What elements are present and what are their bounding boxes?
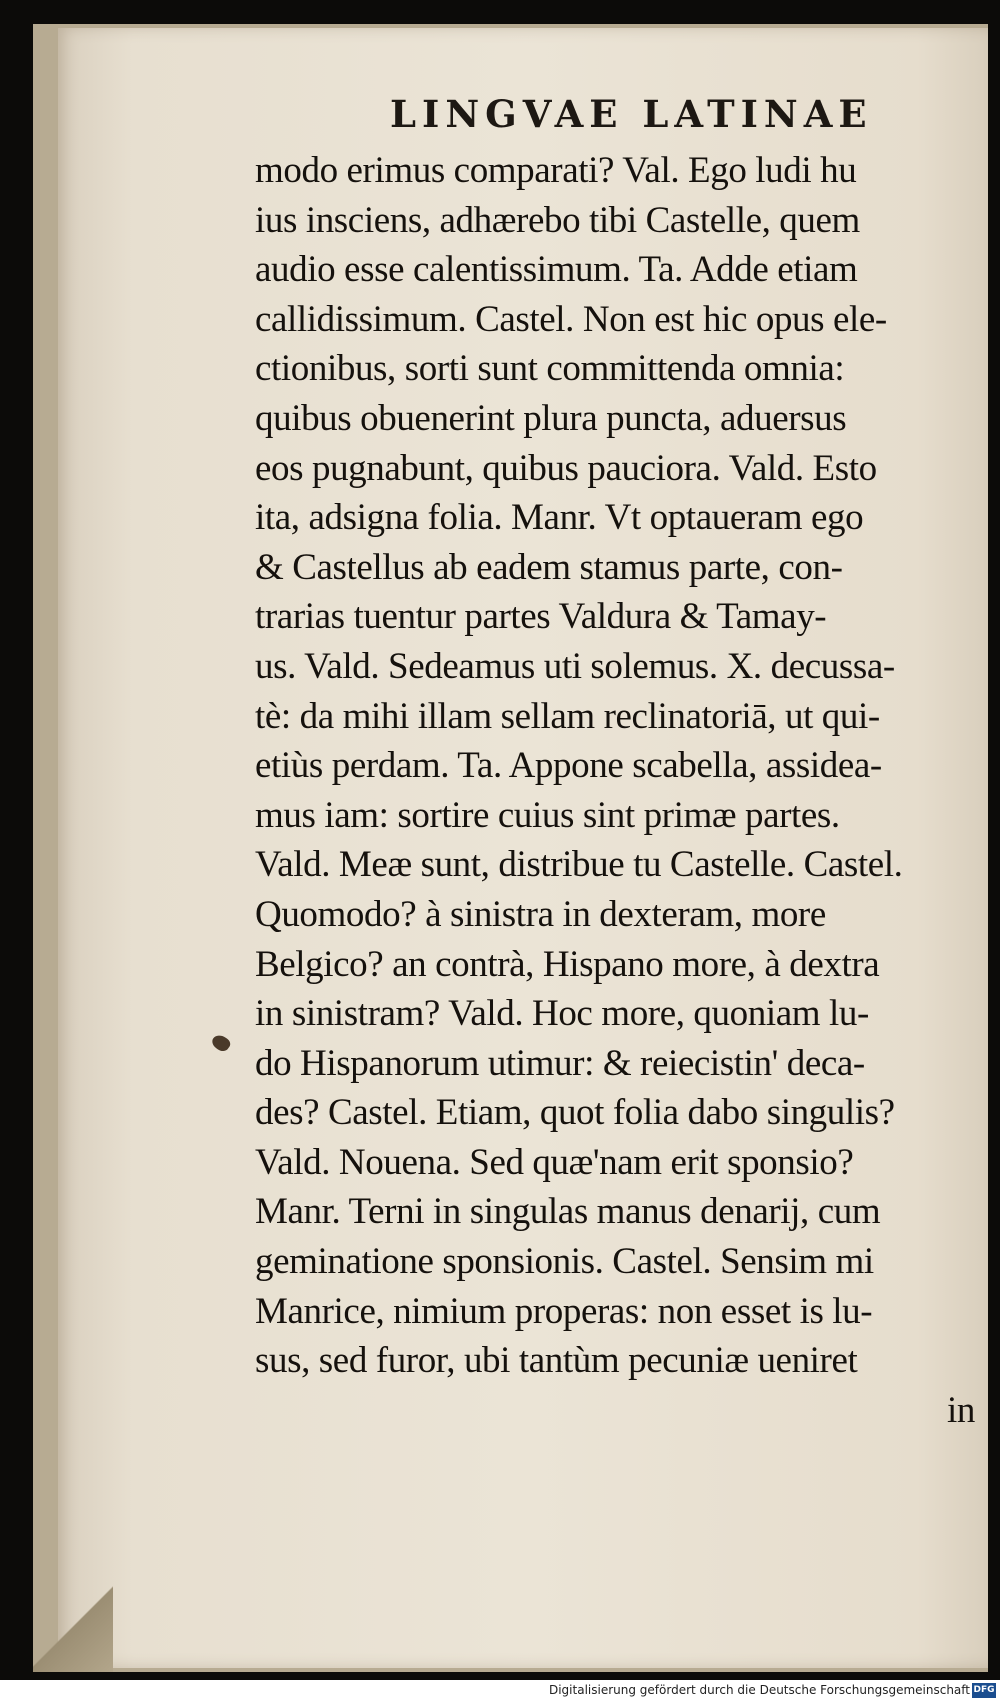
text-line: callidissimum. Castel. Non est hic opus ele- [255, 298, 887, 340]
text-line: ita, adsigna folia. Manr. Vt optaueram ego [255, 497, 864, 539]
text-line: Manr. Terni in singulas manus denarij, cum [255, 1191, 881, 1233]
text-line: geminatione sponsionis. Castel. Sensim mi [255, 1241, 874, 1283]
text-line: ctionibus, sorti sunt committenda omnia: [255, 348, 845, 390]
text-line: us. Vald. Sedeamus uti solemus. X. decussa- [255, 645, 895, 687]
text-line: & Castellus ab eadem stamus parte, con- [255, 546, 843, 588]
right-margin-shadow [988, 0, 1000, 1680]
text-line: des? Castel. Etiam, quot folia dabo singulis? [255, 1092, 895, 1134]
text-line: Vald. Meæ sunt, distribue tu Castelle. Castel. [255, 844, 903, 886]
worn-corner [33, 1560, 113, 1672]
footer-credit: Digitalisierung gefördert durch die Deutsche Forschungsgemeinschaft [548, 1683, 970, 1697]
text-line: in sinistram? Vald. Hoc more, quoniam lu- [255, 993, 869, 1035]
text-line: modo erimus comparati? Val. Ego ludi hu [255, 150, 857, 191]
text-line: trarias tuentur partes Valdura & Tamay- [255, 596, 827, 638]
text-line: Vald. Nouena. Sed quæ'nam erit sponsio? [255, 1141, 854, 1183]
text-line: etiùs perdam. Ta. Appone scabella, assidea- [255, 745, 882, 787]
text-block [255, 146, 975, 1435]
dfg-logo: DFG [972, 1683, 996, 1698]
text-line: quibus obuenerint plura puncta, aduersus [255, 397, 847, 439]
text-line: tè: da mihi illam sellam reclinatoriā, ut qui- [255, 695, 880, 737]
text-line: Manrice, nimium properas: non esset is lu- [255, 1290, 873, 1332]
text-line: audio esse calentissimum. Ta. Adde etiam [255, 249, 858, 291]
running-head: LINGVAE LATINAE [390, 92, 873, 136]
text-line: mus iam: sortire cuius sint primæ partes. [255, 794, 840, 836]
text-line: eos pugnabunt, quibus pauciora. Vald. Esto [255, 447, 877, 489]
catchword: in [947, 1389, 975, 1431]
text-line: sus, sed furor, ubi tantùm pecuniæ ueniret [255, 1340, 858, 1382]
text-line: ius insciens, adhærebo tibi Castelle, quem [255, 199, 860, 241]
text-line: Quomodo? à sinistra in dexteram, more [255, 893, 826, 935]
text-line: do Hispanorum utimur: & reiecistin' deca- [255, 1042, 865, 1084]
text-line: Belgico? an contrà, Hispano more, à dextra [255, 943, 880, 985]
